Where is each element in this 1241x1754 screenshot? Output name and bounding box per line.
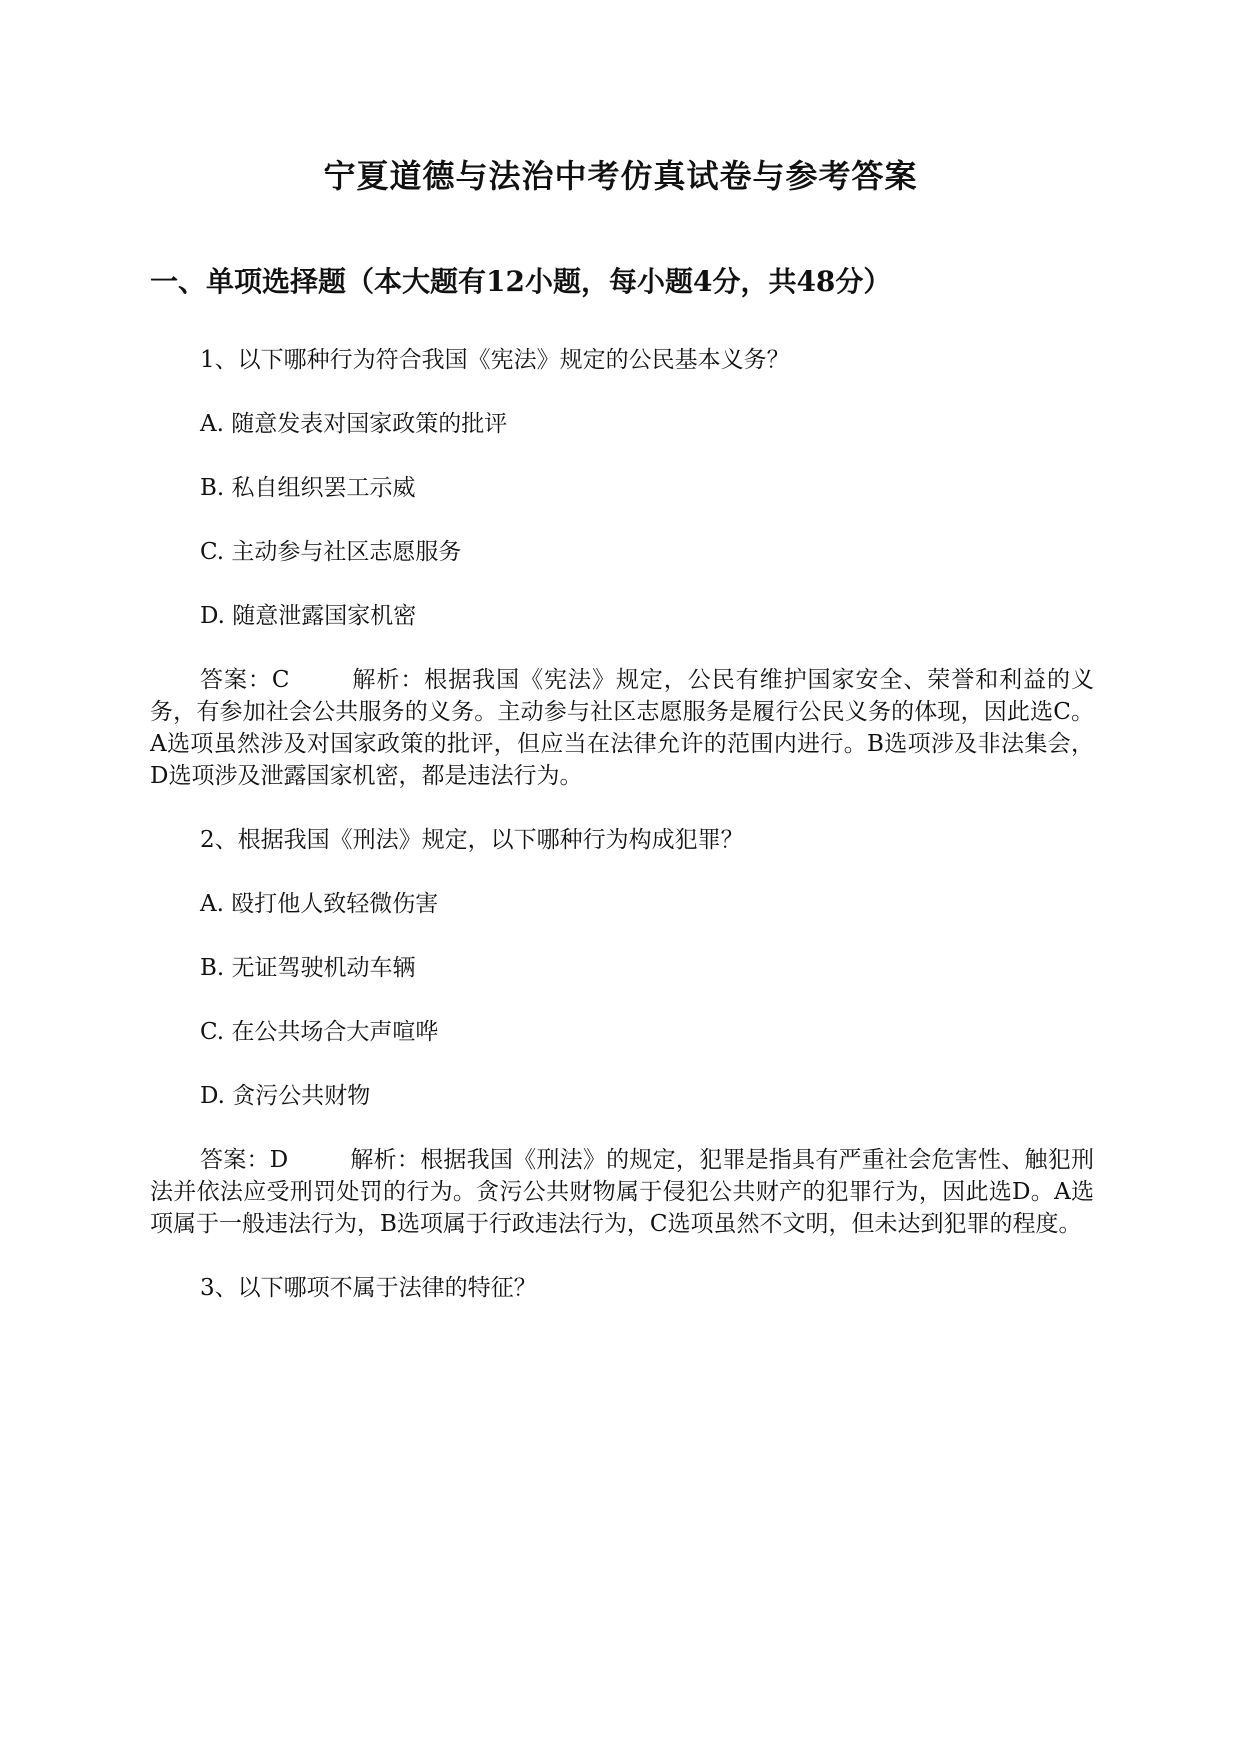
question-2-analysis: 解析：根据我国《刑法》的规定，犯罪是指具有严重社会危害性、触犯刑法并依法应受刑罚处罚的行为。贪污公共财物属于侵犯公共财产的犯罪行为，因此选D。A选项属于一般违法行为，B选项属于行政违法行为，C选项虽然不文明，但未达到犯罪的程度。 <box>150 1147 1095 1237</box>
question-2-option-b: B. 无证驾驶机动车辆 <box>200 955 416 981</box>
question-list <box>150 344 1094 1336</box>
question-2-option-d: D. 贪污公共财物 <box>200 1083 371 1109</box>
question-1-answer: 答案：C <box>200 667 290 693</box>
question-stem-2: 2、根据我国《刑法》规定，以下哪种行为构成犯罪？ <box>200 827 744 853</box>
question-1-analysis: 解析：根据我国《宪法》规定，公民有维护国家安全、荣誉和利益的义务，有参加社会公共服务的义务。主动参与社区志愿服务是履行公民义务的体现，因此选C。A选项虽然涉及对国家政策的批评，但应当在法律允许的范围内进行。B选项涉及非法集会，D选项涉及泄露国家机密，都是违法行为。 <box>150 667 1095 789</box>
question-1-option-b: B. 私自组织罢工示威 <box>200 475 416 501</box>
question-stem-3: 3、以下哪项不属于法律的特征？ <box>200 1275 537 1301</box>
question-1-option-c: C. 主动参与社区志愿服务 <box>200 539 462 565</box>
question-1-option-a: A. 随意发表对国家政策的批评 <box>200 411 508 437</box>
section-heading: 一、单项选择题（本大题有12小题，每小题4分，共48分） <box>150 265 892 298</box>
question-1-option-d: D. 随意泄露国家机密 <box>200 603 417 629</box>
question-1-answer-paragraph <box>150 664 1094 792</box>
document-title: 宁夏道德与法治中考仿真试卷与参考答案 <box>323 157 918 195</box>
question-stem-1: 1、以下哪种行为符合我国《宪法》规定的公民基本义务？ <box>200 347 790 373</box>
question-2-option-a: A. 殴打他人致轻微伤害 <box>200 891 439 917</box>
question-2-answer: 答案：D <box>200 1147 289 1173</box>
question-2-answer-paragraph <box>150 1144 1094 1240</box>
question-2-option-c: C. 在公共场合大声喧哗 <box>200 1019 439 1045</box>
